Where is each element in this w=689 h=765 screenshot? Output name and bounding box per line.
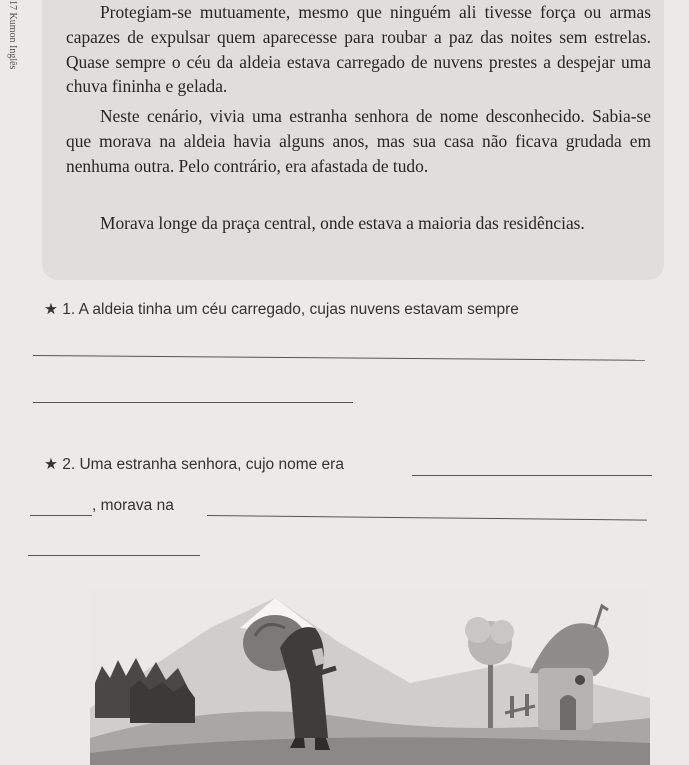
side-margin-text: 17 Kumon Inglês <box>7 0 18 70</box>
answer-line[interactable] <box>30 515 92 516</box>
reading-paragraph: Protegiam-se mutuamente, mesmo que ninguém ali tivesse força ou armas capazes de expulsar quem aparecesse para roubar a paz das noites sem estrelas. Quase sempre o céu da aldeia estava carregado de nuvens prestes a despejar uma chuva fininha e gelada. <box>66 2 651 97</box>
answer-line[interactable] <box>207 515 647 521</box>
question-2-continuation: , morava na <box>92 497 174 514</box>
reading-paragraph: Neste cenário, vivia uma estranha senhora de nome desconhecido. Sabia-se que morava na aldeia havia alguns anos, mas sua casa não ficava grudada em nenhuma outra. Pelo contrário, era afastada de tudo. <box>66 106 651 176</box>
answer-line[interactable] <box>412 475 652 476</box>
star-icon: ★ <box>44 456 58 473</box>
answer-line[interactable] <box>28 555 200 556</box>
answer-line[interactable] <box>33 402 353 403</box>
reading-passage-box <box>42 0 664 280</box>
question-1-text: 1. A aldeia tinha um céu carregado, cujas nuvens estavam sempre <box>62 301 519 318</box>
question-2 <box>44 455 344 474</box>
star-icon: ★ <box>44 301 58 318</box>
question-1 <box>44 300 519 319</box>
story-illustration-icon <box>90 588 650 765</box>
reading-paragraph: Morava longe da praça central, onde estava a maioria das residências. <box>100 213 585 233</box>
question-2-text: 2. Uma estranha senhora, cujo nome era <box>62 456 344 473</box>
answer-line[interactable] <box>33 355 645 361</box>
